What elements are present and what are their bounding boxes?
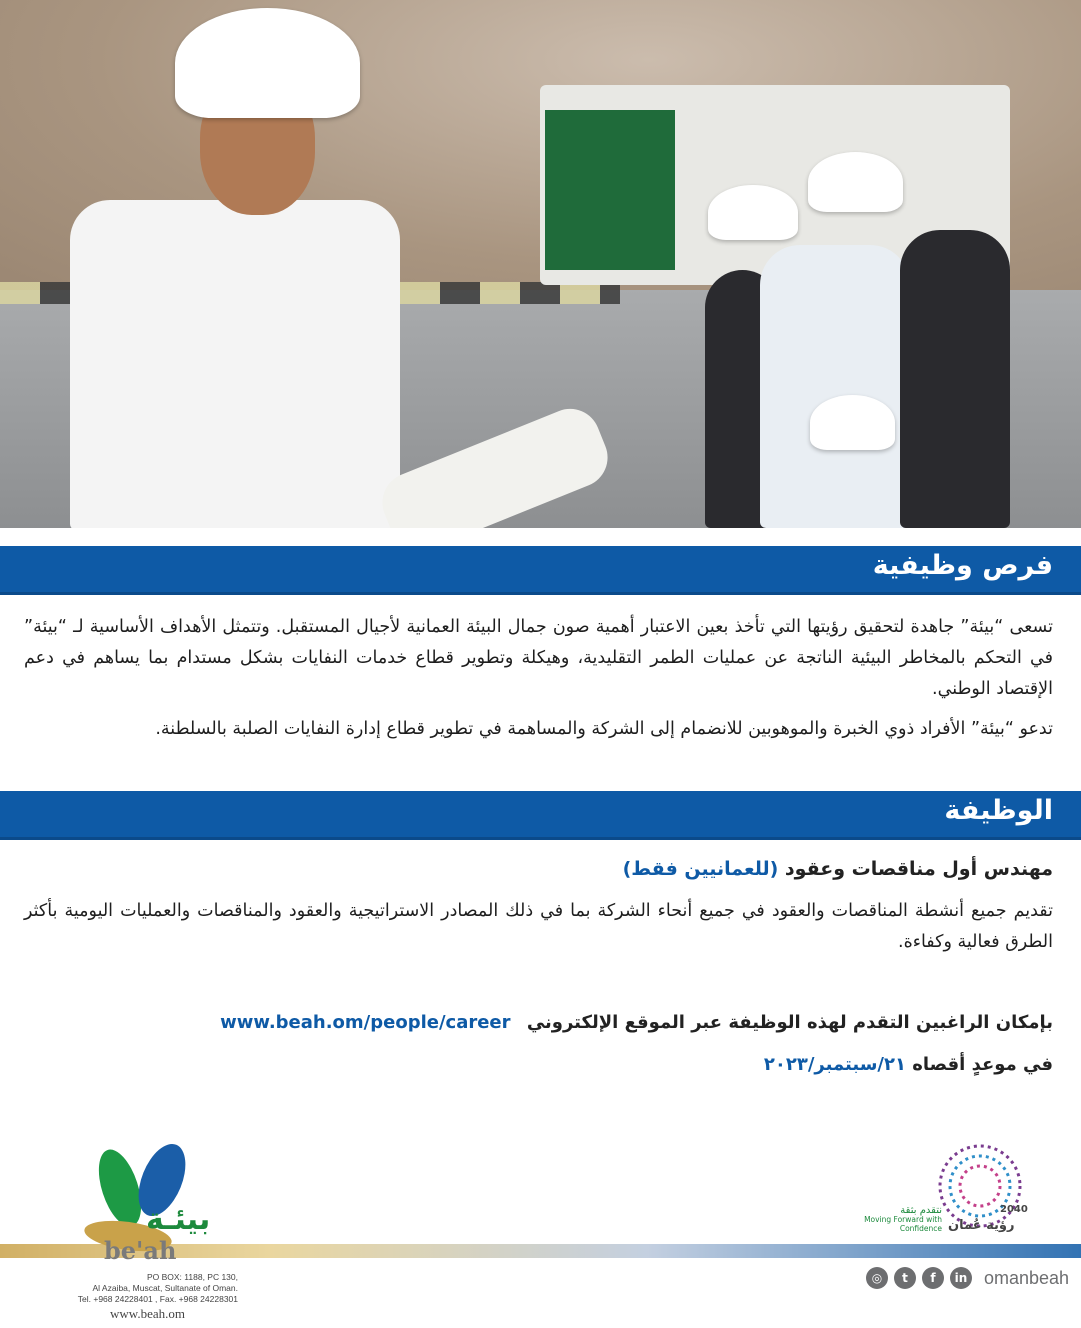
tagline-english: Moving Forward with Confidence [864,1215,942,1233]
hero-truck-container [545,110,675,270]
deadline-date: ٢١/سبتمبر/٢٠٢٣ [763,1054,906,1075]
brand-name-english: be'ah [104,1236,177,1265]
careers-link[interactable]: www.beah.om/people/career [220,1012,511,1033]
intro-paragraph-2: تدعو “بيئة” الأفراد ذوي الخبرة والموهوبين للانضمام إلى الشركة والمساهمة في تطوير قطاع إدارة النفايات الصلبة بالسلطنة. [155,719,1053,739]
section-bar-job [0,791,1081,840]
facebook-icon[interactable]: f [922,1267,944,1289]
hero-engineer [70,200,400,528]
linkedin-icon[interactable]: in [950,1267,972,1289]
address-line-2: Al Azaiba, Muscat, Sultanate of Oman. [92,1283,238,1293]
social-handle: omanbeah [984,1267,1070,1288]
deadline [764,1054,1053,1075]
hero-engineer-hardhat [175,8,360,118]
tagline-arabic: نتقدم بثقة [900,1205,942,1216]
job-description: تقديم جميع أنشطة المناقصات والعقود في جميع أنحاء الشركة بما في ذلك المصادر الاستراتيجية والعقود والمناقصات والعمليات اليومية بأكثر الطرق فعالية وكفاءة. [24,901,1053,952]
section-title-opportunities: فرص وظيفية [872,550,1053,581]
deadline-text: في موعدٍ أقصاه [912,1054,1053,1075]
hero-worker-hardhat-1 [708,185,798,240]
job-title-text: مهندس أول مناقصات وعقود [784,858,1053,880]
twitter-icon[interactable]: t [894,1267,916,1289]
apply-text: بإمكان الراغبين التقدم لهذه الوظيفة عبر الموقع الإلكتروني [526,1012,1053,1033]
job-title [623,858,1053,880]
social-links [866,1265,1069,1291]
hero-worker-hardhat-2 [808,152,903,212]
instagram-icon[interactable]: ◎ [866,1267,888,1289]
hero-worker-3 [900,230,1010,528]
job-eligibility-note: (للعمانيين فقط) [622,858,779,880]
section-bar-opportunities [0,546,1081,595]
vision-year: 2040 [1000,1204,1028,1215]
apply-instructions [220,1012,1053,1033]
brand-name-arabic: بيئـة [146,1202,211,1237]
moving-forward-tagline [858,1206,942,1233]
company-website[interactable]: www.beah.om [110,1306,185,1321]
vision-text: رؤية عُمان [948,1218,1015,1233]
company-address [66,1272,238,1305]
section-title-job: الوظيفة [944,795,1053,826]
hero-worker-2 [760,245,910,528]
address-line-1: PO BOX: 1188, PC 130, [146,1272,238,1282]
hero-held-hardhat [810,395,895,450]
intro-paragraph-1: تسعى “بيئة” جاهدة لتحقيق رؤيتها التي تأخذ بعين الاعتبار أهمية صون جمال البيئة العمانية لأجيال المستقبل. وتتمثل الأهداف الأساسية لـ “بيئة” في التحكم بالمخاطر البيئية الناتجة عن عمليات الطمر التقليدية، وهيكلة وتطوير قطاع خدمات النفايات بشكل مستدام بما يساهم في دعم الإقتصاد الوطني. [24,617,1053,699]
hero-photo [0,0,1081,528]
address-line-3: Tel. +968 24228401 , Fax. +968 24228301 [77,1294,238,1304]
